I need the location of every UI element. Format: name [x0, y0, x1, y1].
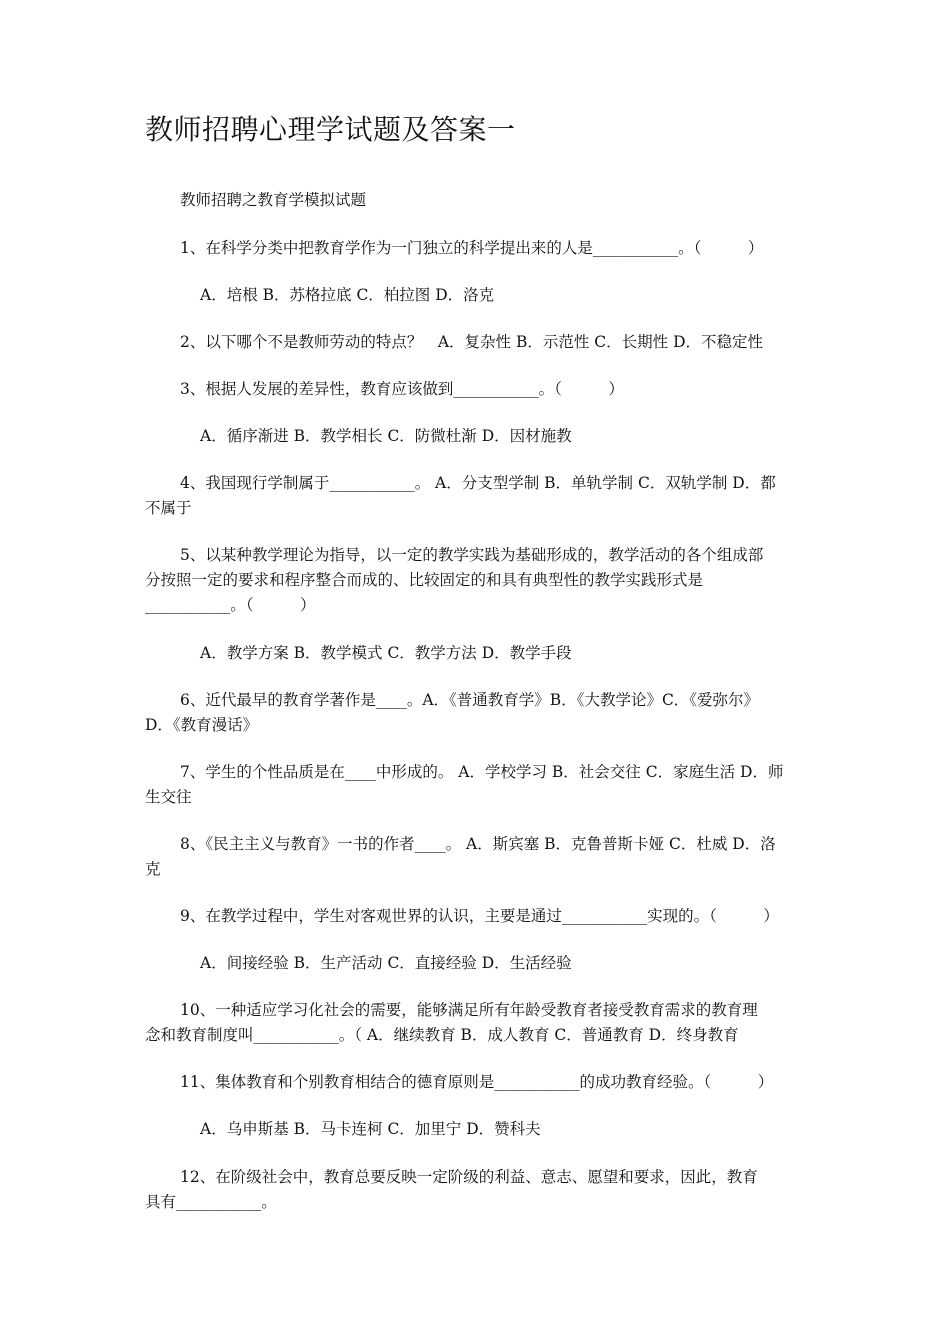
question-3: 3、根据人发展的差异性，教育应该做到___________。（ ）: [180, 380, 624, 398]
question-1: 1、在科学分类中把教育学作为一门独立的科学提出来的人是___________。（ ）: [180, 239, 764, 257]
question-9-options: A．间接经验 B．生产活动 C．直接经验 D．生活经验: [200, 954, 572, 972]
question-5: 5、以某种教学理论为指导，以一定的教学实践为基础形成的，教学活动的各个组成部: [180, 546, 764, 564]
question-4: 4、我国现行学制属于___________。 A．分支型学制 B．单轨学制 C．双轨学制 D．都: [180, 474, 776, 492]
question-5-options: A．教学方案 B．教学模式 C．教学方法 D．教学手段: [200, 644, 572, 662]
question-10-continued: 念和教育制度叫___________。（ A．继续教育 B．成人教育 C．普通教育 D．终身教育: [145, 1026, 739, 1044]
question-7: 7、学生的个性品质是在____中形成的。 A．学校学习 B．社会交往 C．家庭生活 D．师: [180, 763, 784, 781]
question-9: 9、在教学过程中，学生对客观世界的认识，主要是通过___________实现的。（ ）: [180, 907, 779, 925]
question-11: 11、集体教育和个别教育相结合的德育原则是___________的成功教育经验。（ ）: [180, 1073, 774, 1091]
question-2: 2、以下哪个不是教师劳动的特点？ A．复杂性 B．示范性 C．长期性 D．不稳定性: [180, 333, 764, 351]
question-8-continued: 克: [145, 860, 161, 878]
question-5-continued: 分按照一定的要求和程序整合而成的、比较固定的和具有典型性的教学实践形式是: [145, 571, 704, 589]
question-12-continued: 具有___________。: [145, 1193, 277, 1211]
question-5-continued-2: ___________。（ ）: [145, 596, 316, 614]
question-4-continued: 不属于: [145, 499, 192, 517]
question-10: 10、一种适应学习化社会的需要，能够满足所有年龄受教育者接受教育需求的教育理: [180, 1001, 758, 1019]
question-3-options: A．循序渐进 B．教学相长 C．防微杜渐 D．因材施教: [200, 427, 572, 445]
question-12: 12、在阶级社会中，教育总要反映一定阶级的利益、意志、愿望和要求，因此，教育: [180, 1168, 758, 1186]
question-7-continued: 生交往: [145, 788, 192, 806]
question-11-options: A．乌申斯基 B．马卡连柯 C．加里宁 D．赞科夫: [200, 1120, 541, 1138]
question-6: 6、近代最早的教育学著作是____。A．《普通教育学》B．《大教学论》C．《爱弥尔》: [180, 691, 760, 709]
document-subtitle: 教师招聘之教育学模拟试题: [180, 191, 367, 209]
question-1-options: A．培根 B．苏格拉底 C．柏拉图 D．洛克: [200, 286, 495, 304]
question-6-continued: D．《教育漫话》: [145, 716, 259, 734]
question-8: 8、《民主主义与教育》一书的作者____。 A．斯宾塞 B．克鲁普斯卡娅 C．杜威 D．洛: [180, 835, 776, 853]
document-title: 教师招聘心理学试题及答案一: [145, 113, 516, 146]
